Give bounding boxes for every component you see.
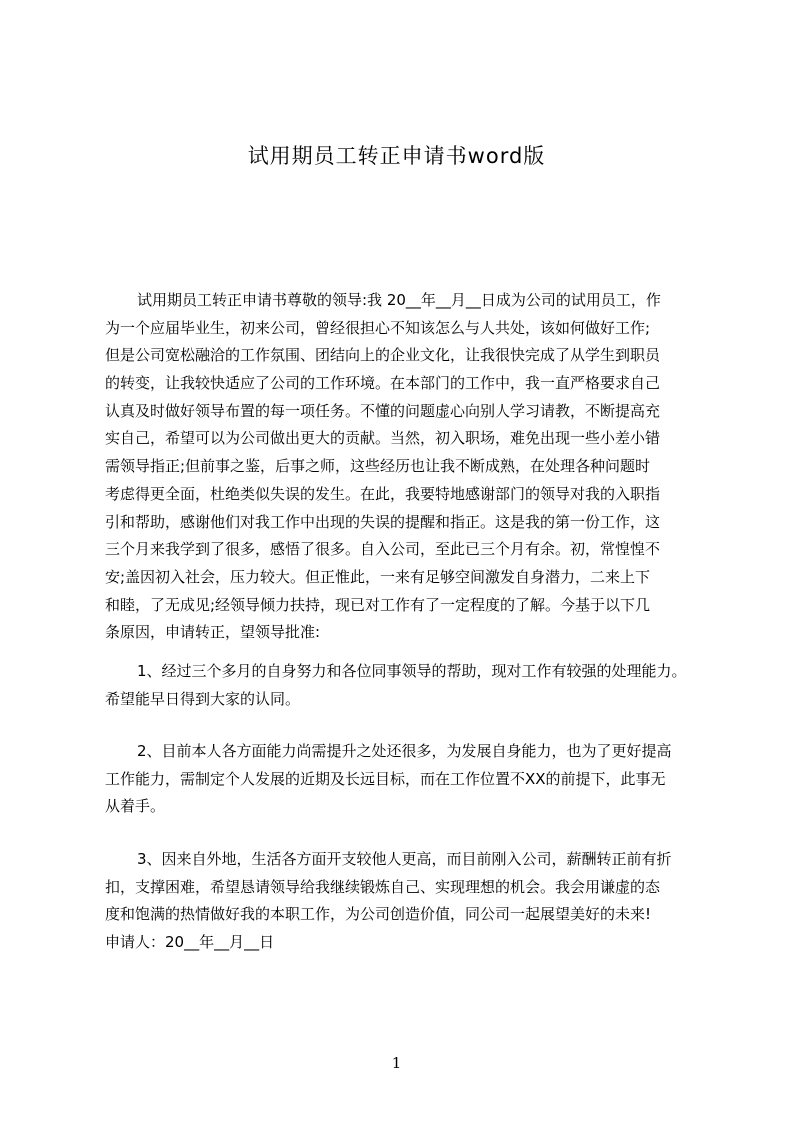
text-line: 三个月来我学到了很多，感悟了很多。自入公司，至此已三个月有余。初，常惶惶不 <box>105 540 661 559</box>
text-line: 但是公司宽松融洽的工作氛围、团结向上的企业文化，让我很快完成了从学生到职员 <box>105 346 661 365</box>
paragraph-reason-3 <box>105 846 725 957</box>
text-line: 和睦，了无成见;经领导倾力扶持，现已对工作有了一定程度的了解。今基于以下几 <box>105 595 651 614</box>
text-line: 扣，支撑困难，希望恳请领导给我继续锻炼自己、实现理想的机会。我会用谦虚的态 <box>105 877 661 896</box>
text-line: 从着手。 <box>105 797 166 816</box>
page-number: 1 <box>391 1054 402 1072</box>
text-line: 工作能力，需制定个人发展的近期及长远目标，而在工作位置不XX的前提下，此事无 <box>105 769 666 788</box>
text-line: 认真及时做好领导布置的每一项任务。不懂的问题虚心向别人学习请教，不断提高充 <box>105 401 661 420</box>
document-title: 试用期员工转正申请书word版 <box>247 144 546 168</box>
paragraph-reason-1 <box>105 658 725 713</box>
text-line: 度和饱满的热情做好我的本职工作，为公司创造价值，同公司一起展望美好的未来! <box>105 905 652 924</box>
text-line: 实自己，希望可以为公司做出更大的贡献。当然，初入职场，难免出现一些小差小错 <box>105 429 661 448</box>
text-line: 2、目前本人各方面能力尚需提升之处还很多，为发展自身能力，也为了更好提高 <box>137 742 672 760</box>
text-line: 希望能早日得到大家的认同。 <box>105 689 301 708</box>
text-line: 试用期员工转正申请书尊敬的领导:我 20__年__月__日成为公司的试用员工，作 <box>137 291 661 309</box>
applicant-signature-line: 申请人：20__年__月__日 <box>105 933 275 952</box>
text-line: 条原因，申请转正，望领导批准: <box>105 623 321 642</box>
text-line: 3、因来自外地，生活各方面开支较他人更高，而目前刚入公司，薪酬转正前有折 <box>137 850 672 868</box>
text-line: 为一个应届毕业生，初来公司，曾经很担心不知该怎么与人共处，该如何做好工作; <box>105 318 651 337</box>
text-line: 安;盖因初入社会，压力较大。但正惟此，一来有足够空间激发自身潜力，二来上下 <box>105 567 651 586</box>
paragraph-opening <box>105 287 725 647</box>
text-line: 1、经过三个多月的自身努力和各位同事领导的帮助，现对工作有较强的处理能力。 <box>137 662 687 680</box>
text-line: 引和帮助，感谢他们对我工作中出现的失误的提醒和指正。这是我的第一份工作，这 <box>105 512 661 531</box>
paragraph-reason-2 <box>105 738 725 821</box>
text-line: 的转变，让我较快适应了公司的工作环境。在本部门的工作中，我一直严格要求自己 <box>105 374 661 393</box>
text-line: 需领导指正;但前事之鉴，后事之师，这些经历也让我不断成熟，在处理各种问题时 <box>105 457 651 476</box>
text-line: 考虑得更全面，杜绝类似失误的发生。在此，我要特地感谢部门的领导对我的入职指 <box>105 484 661 503</box>
